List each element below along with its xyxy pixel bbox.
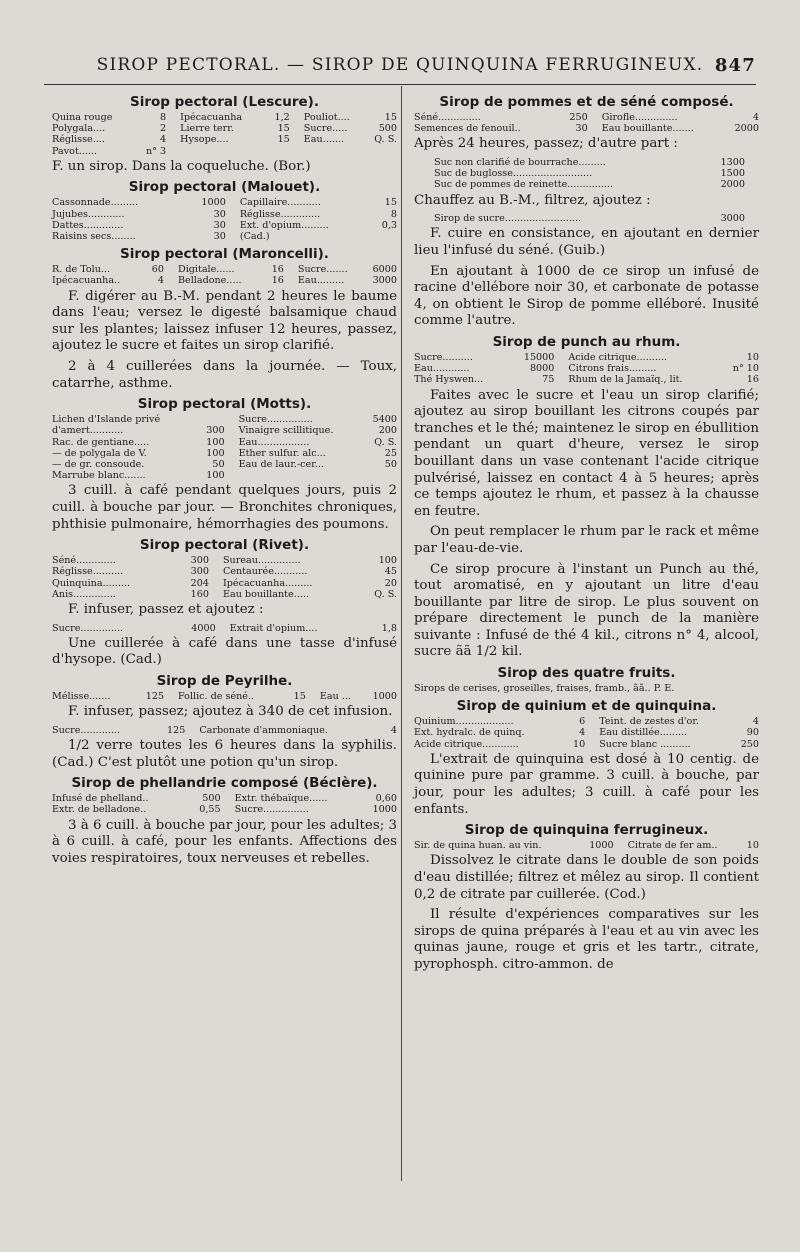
ingredient-name: Thé Hyswen...: [414, 374, 484, 386]
ingredient-quantity: 0,3: [381, 219, 397, 231]
ingredient-list: [52, 623, 397, 634]
ingredient-name: Eau ...: [319, 690, 351, 702]
ingredient-quantity: 60: [151, 264, 164, 276]
ingredient-quantity: 4: [752, 112, 759, 123]
ingredient-quantity: 25: [384, 447, 397, 459]
ingredient-quantity: 15: [277, 123, 290, 135]
ingredient-quantity: 6: [579, 716, 586, 728]
ingredient-name: Ether sulfur. alc...: [238, 447, 326, 459]
ingredient-row: [434, 157, 745, 168]
ingredient-quantity: 8: [390, 208, 397, 220]
recipe-heading: Sirop pectoral (Motts).: [137, 396, 312, 413]
ingredient-quantity: 20: [384, 577, 397, 589]
ingredient-quantity: 200: [378, 425, 397, 437]
ingredient-name: Citrate de fer am..: [627, 840, 718, 852]
ingredient-name: Eau bouillante.....: [222, 588, 309, 600]
page-number: 847: [714, 55, 756, 76]
ingredient-row: [414, 840, 759, 851]
ingredient-quantity: 8000: [529, 363, 555, 375]
ingredient-name: Dattes.............: [52, 219, 124, 231]
ingredient-name: Sucre..........: [414, 351, 473, 363]
ingredient-quantity: 4: [157, 275, 164, 287]
ingredient-row: [52, 197, 397, 208]
body-paragraph: Ce sirop procure à l'instant un Punch au thé, tout aromatisé, en y ajoutant un litre d'eau bouillante par litre de sirop. Le plus souvent on prépare directement le punch de la manière suivante : Infusé de thé 4 kil., citrons n° 4, alcool, sucre ãã 1/2 kil.: [414, 561, 759, 660]
ingredient-quantity: 15000: [523, 351, 555, 363]
ingredient-name: Séné.............: [52, 555, 116, 567]
ingredient-name: Anis..............: [52, 588, 116, 600]
ingredient-quantity: [196, 414, 239, 425]
ingredient-name: Eau............: [414, 363, 470, 375]
ingredient-quantity: 3000: [372, 275, 397, 287]
body-paragraph: F. infuser, passez et ajoutez :: [68, 602, 264, 617]
ingredient-row: [52, 623, 397, 634]
ingredient-list: [52, 691, 397, 702]
ingredient-name: Infusé de phelland..: [52, 793, 149, 805]
ingredient-quantity: [365, 470, 397, 481]
ingredient-row: [414, 123, 759, 134]
ingredient-quantity: n° 3: [145, 145, 167, 157]
ingredient-row: [434, 213, 745, 224]
ingredient-quantity: [264, 146, 304, 157]
body-paragraph: F. digérer au B.-M. pendant 2 heures le baume dans l'eau; versez le digesté balsamique chaud sur les plantes; laissez infuser 12 heures, passez, ajoutez le sucre et faites un sirop clarifié.: [52, 288, 397, 354]
ingredient-row: [52, 209, 397, 220]
ingredient-quantity: 4000: [191, 622, 216, 634]
ingredient-name: Sucre blanc ..........: [599, 738, 691, 750]
ingredient-quantity: 250: [569, 112, 588, 123]
ingredient-quantity: 100: [206, 447, 225, 459]
ingredient-quantity: 16: [746, 374, 759, 386]
ingredient-name: Belladone.....: [178, 275, 242, 287]
ingredient-name: Quina rouge: [52, 112, 113, 123]
ingredient-row: [52, 123, 397, 134]
recipe-heading: Sirop de punch au rhum.: [492, 333, 681, 350]
ingredient-name: Eau distillée.........: [599, 727, 688, 739]
ingredient-row: [52, 691, 397, 702]
ingredient-quantity: 16: [271, 264, 284, 276]
ingredient-quantity: 300: [190, 566, 209, 578]
ingredient-quantity: 45: [384, 566, 397, 578]
ingredient-name: Sucre...............: [238, 414, 313, 426]
ingredient-quantity: [366, 146, 397, 157]
ingredient-name: Hysope....: [180, 134, 229, 146]
ingredient-quantity: [374, 231, 397, 242]
ingredient-quantity: n° 10: [732, 363, 759, 375]
left-column: [52, 90, 397, 871]
ingredient-row: [434, 168, 745, 179]
ingredient-quantity: 250: [740, 738, 759, 750]
body-paragraph: Dissolvez le citrate dans le double de son poids d'eau distillée; filtrez et mêlez au sirop. Il contient 0,2 de citrate par cuillerée. (Cod.): [414, 853, 759, 902]
ingredient-row: [52, 112, 397, 123]
ingredient-row: [52, 459, 397, 470]
ingredient-quantity: 100: [206, 470, 225, 482]
body-paragraph: 2 à 4 cuillerées dans la journée. — Toux, catarrhe, asthme.: [52, 359, 397, 391]
ingredient-quantity: 100: [206, 436, 225, 448]
recipe-heading: Sirop pectoral (Rivet).: [139, 537, 310, 554]
ingredient-row: [52, 725, 397, 736]
ingredient-name: R. de Tolu...: [52, 264, 111, 276]
recipe-heading: Sirop pectoral (Maroncelli).: [120, 246, 329, 263]
body-paragraph: L'extrait de quinquina est dosé à 10 centig. de quinine pure par gramme. 3 cuill. à bouche, par jour, pour les adultes; 3 cuill. à café pour les enfants.: [414, 751, 759, 817]
ingredient-quantity: 3000: [720, 213, 745, 225]
ingredient-name: Sirops de cerises, groseilles, fraises, framb., ãã.. P. E.: [414, 683, 675, 695]
ingredient-name: Teint. de zestes d'or.: [599, 716, 699, 728]
ingredient-name: Sucre.............: [52, 724, 121, 736]
body-paragraph: F. cuire en consistance, en ajoutant en dernier lieu l'infusé du séné. (Guib.): [414, 226, 759, 258]
ingredient-list: [414, 716, 759, 750]
ingredient-name: Pavot......: [52, 145, 98, 157]
ingredient-row: [52, 793, 397, 804]
ingredient-row: [52, 470, 397, 481]
ingredient-name: d'amert...........: [52, 425, 124, 437]
ingredient-name: Extrait d'opium....: [229, 622, 318, 634]
ingredient-quantity: 2: [159, 123, 167, 135]
ingredient-quantity: 1300: [720, 157, 745, 168]
ingredient-quantity: 100: [378, 555, 397, 567]
ingredient-quantity: 2000: [720, 179, 745, 191]
ingredient-name: Suc non clarifié de bourrache.........: [434, 157, 606, 168]
ingredient-quantity: 5400: [372, 414, 397, 426]
ingredient-name: Digitale......: [178, 264, 235, 276]
body-paragraph: Chauffez au B.-M., filtrez, ajoutez :: [414, 192, 651, 208]
ingredient-name: Carbonate d'ammoniaque.: [199, 724, 328, 736]
ingredient-name: Ipécacuanha: [180, 112, 243, 123]
ingredient-name: [180, 146, 264, 157]
ingredient-quantity: 0,60: [375, 793, 397, 805]
ingredient-list: [52, 112, 397, 157]
ingredient-quantity: Q. S.: [374, 588, 397, 600]
ingredient-name: Mélisse.......: [52, 690, 111, 702]
ingredient-name: Eau bouillante.......: [601, 123, 694, 135]
ingredient-row: [52, 437, 397, 448]
body-paragraph: On peut remplacer le rhum par le rack et même par l'eau-de-vie.: [414, 524, 759, 556]
ingredient-row: [52, 425, 397, 436]
ingredient-row: [52, 589, 397, 600]
ingredient-name: Semences de fenouil..: [414, 123, 521, 135]
recipe-heading: Sirop de pommes et de séné composé.: [439, 94, 734, 110]
ingredient-quantity: 1000: [372, 804, 397, 816]
ingredient-list: [414, 683, 759, 694]
ingredient-name: Sirop de sucre.........................: [434, 213, 582, 225]
ingredient-quantity: 500: [202, 793, 221, 805]
ingredient-quantity: 0,55: [199, 804, 221, 816]
ingredient-row: [414, 112, 759, 123]
ingredient-quantity: 204: [190, 577, 209, 589]
ingredient-list: [52, 414, 397, 481]
ingredient-quantity: 125: [167, 724, 186, 736]
ingredient-list: [414, 352, 759, 386]
ingredient-name: Quinquina.........: [52, 577, 131, 589]
ingredient-name: Eau.................: [238, 436, 310, 448]
ingredient-quantity: 50: [212, 459, 225, 470]
body-paragraph: Faites avec le sucre et l'eau un sirop clarifié; ajoutez au sirop bouillant les citrons coupés par tranches et le thé; maintenez le sirop en ébullition pendant un quart d'heure, versez le sirop bouillant dans un vase contenant l'acide citrique pulvérisé, laissez en contact 4 à 5 heures; après ce temps ajoutez le rhum, et passez à la chausse en feutre.: [414, 387, 759, 519]
right-column: [414, 90, 759, 978]
ingredient-name: Polygala....: [52, 123, 106, 135]
ingredient-row: [52, 448, 397, 459]
ingredient-quantity: 15: [384, 112, 397, 123]
body-paragraph: Après 24 heures, passez; d'autre part :: [414, 136, 678, 152]
ingredient-row: [52, 275, 397, 286]
recipe-heading: Sirop pectoral (Malouet).: [128, 179, 321, 196]
ingredient-quantity: 1000: [372, 690, 397, 702]
ingredient-row: [414, 716, 759, 727]
ingredient-name: Capillaire...........: [239, 197, 321, 209]
body-paragraph: F. un sirop. Dans la coqueluche. (Bor.): [52, 158, 311, 174]
ingredient-row: [414, 363, 759, 374]
ingredient-quantity: Q. S.: [374, 134, 397, 146]
body-paragraph: F. infuser, passez; ajoutez à 340 de cet infusion.: [68, 704, 393, 720]
ingredient-name: Cassonnade.........: [52, 197, 139, 209]
ingredient-row: [414, 352, 759, 363]
ingredient-row: [52, 231, 397, 242]
ingredient-name: Ext. d'opium.........: [239, 219, 329, 231]
ingredient-name: Sucre.....: [303, 123, 348, 135]
body-paragraph: 1/2 verre toutes les 6 heures dans la syphilis. (Cad.) C'est plutôt une potion qu'un sirop.: [52, 737, 397, 770]
ingredient-name: — de polygala de V.: [52, 447, 147, 459]
ingredient-quantity: 75: [542, 374, 555, 386]
ingredient-name: Réglisse..........: [52, 566, 124, 578]
ingredient-quantity: 160: [190, 588, 209, 600]
ingredient-name: Acide citrique............: [414, 738, 519, 750]
ingredient-quantity: 30: [575, 123, 588, 135]
ingredient-quantity: 8: [159, 112, 167, 123]
ingredient-quantity: 16: [271, 275, 284, 287]
ingredient-name: Vinaigre scillitique.: [238, 425, 334, 437]
ingredient-name: Extr. thébaïque......: [234, 793, 328, 805]
ingredient-name: Suc de pommes de reinette...............: [434, 179, 613, 191]
recipe-heading: Sirop des quatre fruits.: [497, 665, 676, 682]
ingredient-list: [52, 197, 397, 242]
ingredient-row: [52, 264, 397, 275]
ingredient-quantity: 90: [746, 727, 759, 739]
header-rule: [44, 84, 756, 85]
recipe-heading: Sirop de phellandrie composé (Béclère).: [71, 775, 378, 792]
ingredient-quantity: 1000: [589, 840, 614, 852]
ingredient-row: [52, 146, 397, 157]
ingredient-name: Girofle..............: [601, 112, 678, 123]
ingredient-quantity: 15: [293, 690, 306, 702]
running-header: [44, 55, 756, 85]
ingredient-name: Citrons frais.........: [568, 363, 657, 375]
recipe-heading: Sirop pectoral (Lescure).: [130, 94, 319, 110]
ingredient-quantity: 4: [159, 134, 167, 146]
body-paragraph: Une cuillerée à café dans une tasse d'infusé d'hysope. (Cad.): [52, 635, 397, 668]
ingredient-name: Séné..............: [414, 112, 481, 123]
ingredient-quantity: 4: [390, 724, 397, 736]
ingredient-quantity: 6000: [372, 264, 397, 276]
header-title: SIROP PECTORAL. — SIROP DE QUINQUINA FERRUGINEUX.: [96, 55, 704, 75]
ingredient-list: [52, 264, 397, 286]
ingredient-name: Suc de buglosse..........................: [434, 168, 593, 180]
ingredient-name: Follic. de séné..: [178, 690, 255, 702]
ingredient-row: [52, 555, 397, 566]
ingredient-quantity: 4: [579, 727, 586, 739]
ingredient-list: [434, 213, 745, 224]
ingredient-name: Sir. de quina huan. au vin.: [414, 840, 542, 852]
ingredient-quantity: 125: [145, 690, 165, 702]
ingredient-name: Rac. de gentiane.....: [52, 436, 150, 448]
ingredient-name: Sureau..............: [222, 555, 301, 567]
ingredient-name: Rhum de la Jamaïq., lit.: [568, 374, 683, 386]
ingredient-row: [414, 683, 759, 694]
ingredient-name: Eau.........: [297, 275, 345, 287]
ingredient-list: [52, 793, 397, 815]
ingredient-quantity: 1,2: [274, 112, 290, 123]
ingredient-quantity: 1000: [201, 197, 226, 209]
ingredient-quantity: 500: [378, 123, 397, 135]
ingredient-name: Acide citrique..........: [568, 351, 668, 363]
ingredient-name: (Cad.): [239, 231, 270, 243]
ingredient-quantity: 30: [213, 231, 226, 243]
ingredient-name: [304, 146, 366, 157]
ingredient-name: Eau de laur.-cer...: [238, 459, 324, 470]
ingredient-name: Réglisse.............: [239, 208, 321, 220]
ingredient-name: Sucre...............: [234, 804, 309, 816]
ingredient-row: [414, 727, 759, 738]
body-paragraph: 3 à 6 cuill. à bouche par jour, pour les adultes; 3 à 6 cuill. à café, pour les enfants. Affections des voies respiratoires, toux nerveuses et rebelles.: [52, 817, 397, 866]
ingredient-row: [414, 739, 759, 750]
ingredient-quantity: Q. S.: [374, 436, 397, 448]
ingredient-quantity: 2000: [734, 123, 759, 135]
ingredient-name: Pouliot....: [303, 112, 350, 123]
ingredient-quantity: 4: [752, 716, 759, 728]
ingredient-row: [52, 414, 397, 425]
ingredient-quantity: 1500: [720, 168, 745, 180]
ingredient-name: Extr. de belladone..: [52, 804, 147, 816]
ingredient-name: Réglisse....: [52, 134, 105, 146]
ingredient-row: [52, 578, 397, 589]
ingredient-name: Jujubes............: [52, 208, 125, 220]
ingredient-row: [414, 374, 759, 385]
ingredient-quantity: 15: [384, 197, 397, 209]
recipe-heading: Sirop de quinium et de quinquina.: [456, 698, 717, 715]
ingredient-list: [414, 112, 759, 134]
recipe-heading: Sirop de quinquina ferrugineux.: [464, 822, 709, 839]
ingredient-name: [239, 470, 365, 481]
ingredient-name: Sucre.......: [297, 264, 348, 276]
ingredient-name: Lierre terr.: [180, 123, 234, 135]
recipe-heading: Sirop de Peyrilhe.: [156, 672, 293, 689]
ingredient-name: Ipécacuanha..: [52, 275, 121, 287]
ingredient-row: [434, 179, 745, 190]
body-paragraph: 3 cuill. à café pendant quelques jours, puis 2 cuill. à bouche par jour. — Bronchites chroniques, phthisie pulmonaire, hémorrhagies des poumons.: [52, 483, 397, 532]
ingredient-name: Quinium...................: [414, 716, 514, 728]
ingredient-name: Raisins secs........: [52, 231, 136, 243]
ingredient-row: [52, 220, 397, 231]
ingredient-name: Lichen d'Islande privé: [52, 414, 161, 426]
ingredient-quantity: 300: [190, 555, 209, 567]
ingredient-name: Marrube blanc.......: [52, 470, 146, 482]
ingredient-name: Ipécacuanha.........: [222, 577, 313, 589]
column-divider: [401, 86, 402, 1181]
ingredient-list: [52, 555, 397, 600]
ingredient-name: Ext. hydralc. de quinq.: [414, 727, 525, 739]
ingredient-name: Sucre..............: [52, 622, 124, 634]
ingredient-quantity: 300: [206, 425, 225, 437]
ingredient-name: Centaurée...........: [222, 566, 308, 578]
ingredient-row: [52, 134, 397, 145]
ingredient-quantity: 10: [746, 840, 759, 852]
ingredient-quantity: 50: [384, 459, 397, 470]
ingredient-row: [52, 804, 397, 815]
ingredient-quantity: 1,8: [381, 622, 397, 634]
ingredient-list: [414, 840, 759, 851]
ingredient-quantity: 30: [213, 208, 226, 220]
ingredient-name: Eau.......: [303, 134, 345, 146]
body-paragraph: Il résulte d'expériences comparatives sur les sirops de quina préparés à l'eau et au vin avec les quinas jaune, rouge et gris et les tartr., citrate, pyrophosph. citro-ammon. de: [414, 907, 759, 973]
ingredient-row: [52, 566, 397, 577]
ingredient-quantity: 10: [572, 738, 586, 750]
ingredient-list: [52, 725, 397, 736]
ingredient-quantity: 10: [746, 351, 759, 363]
ingredient-quantity: 30: [213, 219, 226, 231]
ingredient-list: [434, 157, 745, 191]
ingredient-quantity: 15: [277, 134, 290, 146]
body-paragraph: En ajoutant à 1000 de ce sirop un infusé de racine d'ellébore noir 30, et carbonate de potasse 4, on obtient le Sirop de pomme elléboré. Inusité comme l'autre.: [414, 263, 759, 329]
ingredient-name: — de gr. consoude.: [52, 459, 145, 470]
